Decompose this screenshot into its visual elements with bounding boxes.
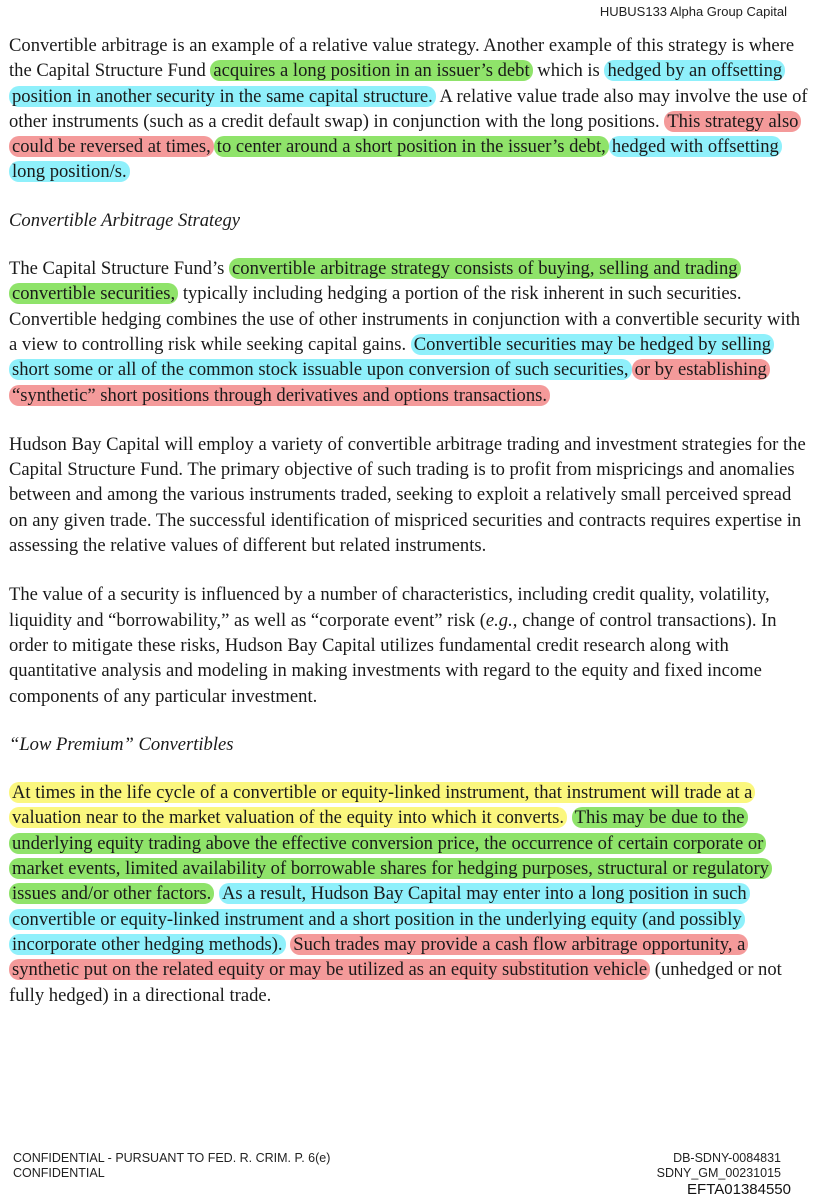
footer-confidential (13, 1151, 330, 1181)
bates-number-sdny: SDNY_GM_00231015 (656, 1166, 781, 1180)
highlight-green: to center around a short position in the issuer’s debt, (214, 136, 609, 157)
paragraph-relative-value (9, 33, 809, 185)
highlight-green: acquires a long position in an issuer’s debt (210, 60, 532, 81)
text-run: typically including hedging a portion of the risk inherent in such securities. Convertible hedging combines the use of other instruments in conjunction with a convertible security with a view to controlling risk while seeking capital gains. (9, 283, 801, 355)
footer-confidential-line-1: CONFIDENTIAL - PURSUANT TO FED. R. CRIM. P. 6(e) (13, 1151, 331, 1165)
text-run: The value of a security is influenced by a number of characteristics, including credit quality, volatility, liquidity and “borrowability,” as well as “corporate event” risk ( (9, 584, 770, 631)
section-heading-low-premium: “Low Premium” Convertibles (9, 733, 234, 755)
highlight-blue: As a result, Hudson Bay Capital may enter into a long position in such convertible or equity-linked instrument and a short position in the underlying equity (and possibly incorporate other hedging methods). (9, 883, 750, 955)
highlight-yellow: At times in the life cycle of a convertible or equity-linked instrument, that instrument will trade at a valuation near to the market valuation of the equity into which it converts. (9, 782, 755, 828)
text-run: A relative value trade also may involve the use of other instruments (such as a credit default swap) in conjunction with the long positions. (9, 85, 808, 132)
highlight-green: convertible arbitrage strategy consists of buying, selling and trading convertible securities, (9, 258, 741, 304)
text-run: Convertible arbitrage is an example of a relative value strategy. Another example of this strategy is where the Capital Structure Fund (9, 35, 795, 82)
highlight-blue: hedged with offsetting long position/s. (9, 136, 782, 182)
highlight-red: This strategy also could be reversed at times, (9, 111, 801, 157)
highlight-red: or by establishing “synthetic” short positions through derivatives and options transactions. (9, 359, 770, 405)
text-run: which is (537, 60, 600, 82)
paragraph-convertible-arbitrage (9, 256, 809, 408)
highlight-green: This may be due to the underlying equity trading above the effective conversion price, the occurrence of certain corporate or market events, limited availability of borrowable shares for hedging purposes, structural or regulatory issues and/or other factors. (9, 807, 772, 904)
section-heading-convertible-arbitrage: Convertible Arbitrage Strategy (9, 209, 241, 231)
footer-confidential-line-2: CONFIDENTIAL (13, 1166, 105, 1180)
highlight-red: Such trades may provide a cash flow arbitrage opportunity, a synthetic put on the related equity or may be utilized as an equity substitution vehicle (9, 934, 748, 980)
highlight-blue: hedged by an offsetting position in another security in the same capital structure. (9, 60, 785, 106)
paragraph-hudson-bay-strategies: Hudson Bay Capital will employ a variety of convertible arbitrage trading and investment strategies for the Capital Structure Fund. The primary objective of such trading is to profit from mispricings and anomalies between and among the various instruments traded, seeking to exploit a relatively small perceived spread on any given trade. The successful identification of mispriced securities and contracts requires expertise in assessing the relative values of different but related instruments. (9, 433, 806, 557)
document-header: HUBUS133 Alpha Group Capital (599, 4, 787, 19)
text-run: (unhedged or not fully hedged) in a directional trade. (9, 959, 782, 1006)
italic-eg: e.g. (485, 609, 513, 631)
paragraph-security-value (9, 582, 809, 708)
paragraph-low-premium (9, 780, 809, 1008)
document-body (9, 33, 809, 1008)
highlight-blue: Convertible securities may be hedged by selling short some or all of the common stock issuable upon conversion of such securities, (9, 334, 774, 380)
text-run: The Capital Structure Fund’s (9, 258, 225, 280)
footer-bates-numbers (657, 1151, 781, 1181)
efta-number: EFTA01384550 (687, 1181, 791, 1198)
bates-number-db: DB-SDNY-0084831 (673, 1151, 781, 1165)
text-run: , change of control transactions). In order to mitigate these risks, Hudson Bay Capital utilizes fundamental credit research along with quantitative analysis and modeling in making investments with regard to the equity and fixed income components of any particular investment. (9, 609, 777, 707)
